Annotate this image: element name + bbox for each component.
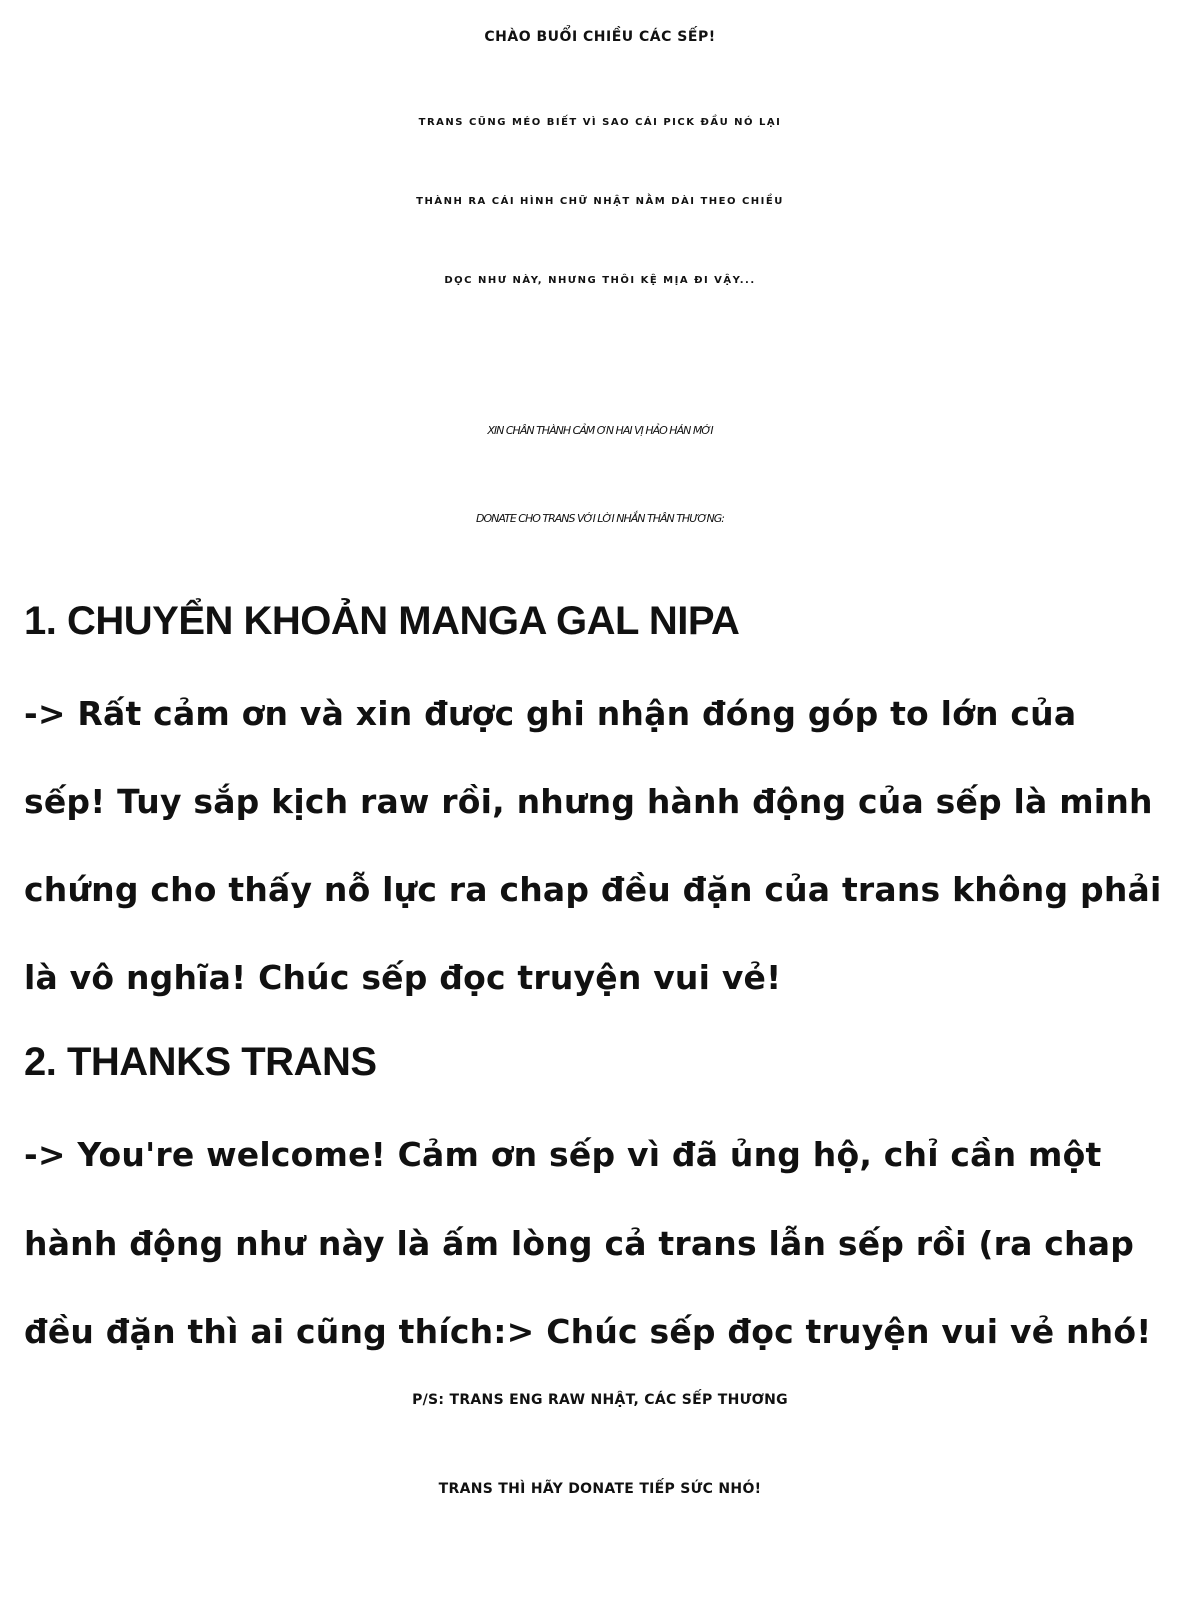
donor-1-title: 1. CHUYỂN KHOẢN MANGA GAL NIPA [24,599,740,643]
greeting-heading: CHÀO BUỔI CHIỀU CÁC SẾP! [484,29,716,45]
donor-1-reply-line-3: chứng cho thấy nỗ lực ra chap đều đặn của trans không phải [24,870,1162,909]
donor-2-reply-line-2: hành động như này là ấm lòng cả trans lẫn sếp rồi (ra chap [24,1224,1135,1263]
postscript-line-1: P/S: TRANS ENG RAW NHẬT, CÁC SẾP THƯƠNG [412,1392,788,1408]
intro-line-3: DỌC NHƯ NÀY, NHƯNG THÔI KỆ MỊA ĐI VẬY... [444,275,756,286]
intro-line-2: THÀNH RA CÁI HÌNH CHỮ NHẬT NẰM DÀI THEO CHIỀU [416,196,784,207]
donor-2-title: 2. THANKS TRANS [24,1040,377,1084]
thanks-line-1: XIN CHÂN THÀNH CẢM ƠN HAI VỊ HẢO HÁN MỚI [487,424,713,437]
donor-2-reply-line-1: -> You're welcome! Cảm ơn sếp vì đã ủng hộ, chỉ cần một [24,1135,1102,1174]
donor-1-reply-line-4: là vô nghĩa! Chúc sếp đọc truyện vui vẻ! [24,958,782,997]
donor-1-reply-line-2: sếp! Tuy sắp kịch raw rồi, nhưng hành động của sếp là minh [24,782,1153,821]
donor-2-reply-line-3: đều đặn thì ai cũng thích:> Chúc sếp đọc truyện vui vẻ nhó! [24,1312,1152,1351]
postscript-line-2: TRANS THÌ HÃY DONATE TIẾP SỨC NHÓ! [438,1481,762,1497]
donor-1-reply-line-1: -> Rất cảm ơn và xin được ghi nhận đóng góp to lớn của [24,694,1077,733]
intro-line-1: TRANS CŨNG MÉO BIẾT VÌ SAO CÁI PICK ĐẦU NÓ LẠI [418,117,782,128]
thanks-line-2: DONATE CHO TRANS VỚI LỜI NHẮN THÂN THƯƠNG: [476,512,724,525]
